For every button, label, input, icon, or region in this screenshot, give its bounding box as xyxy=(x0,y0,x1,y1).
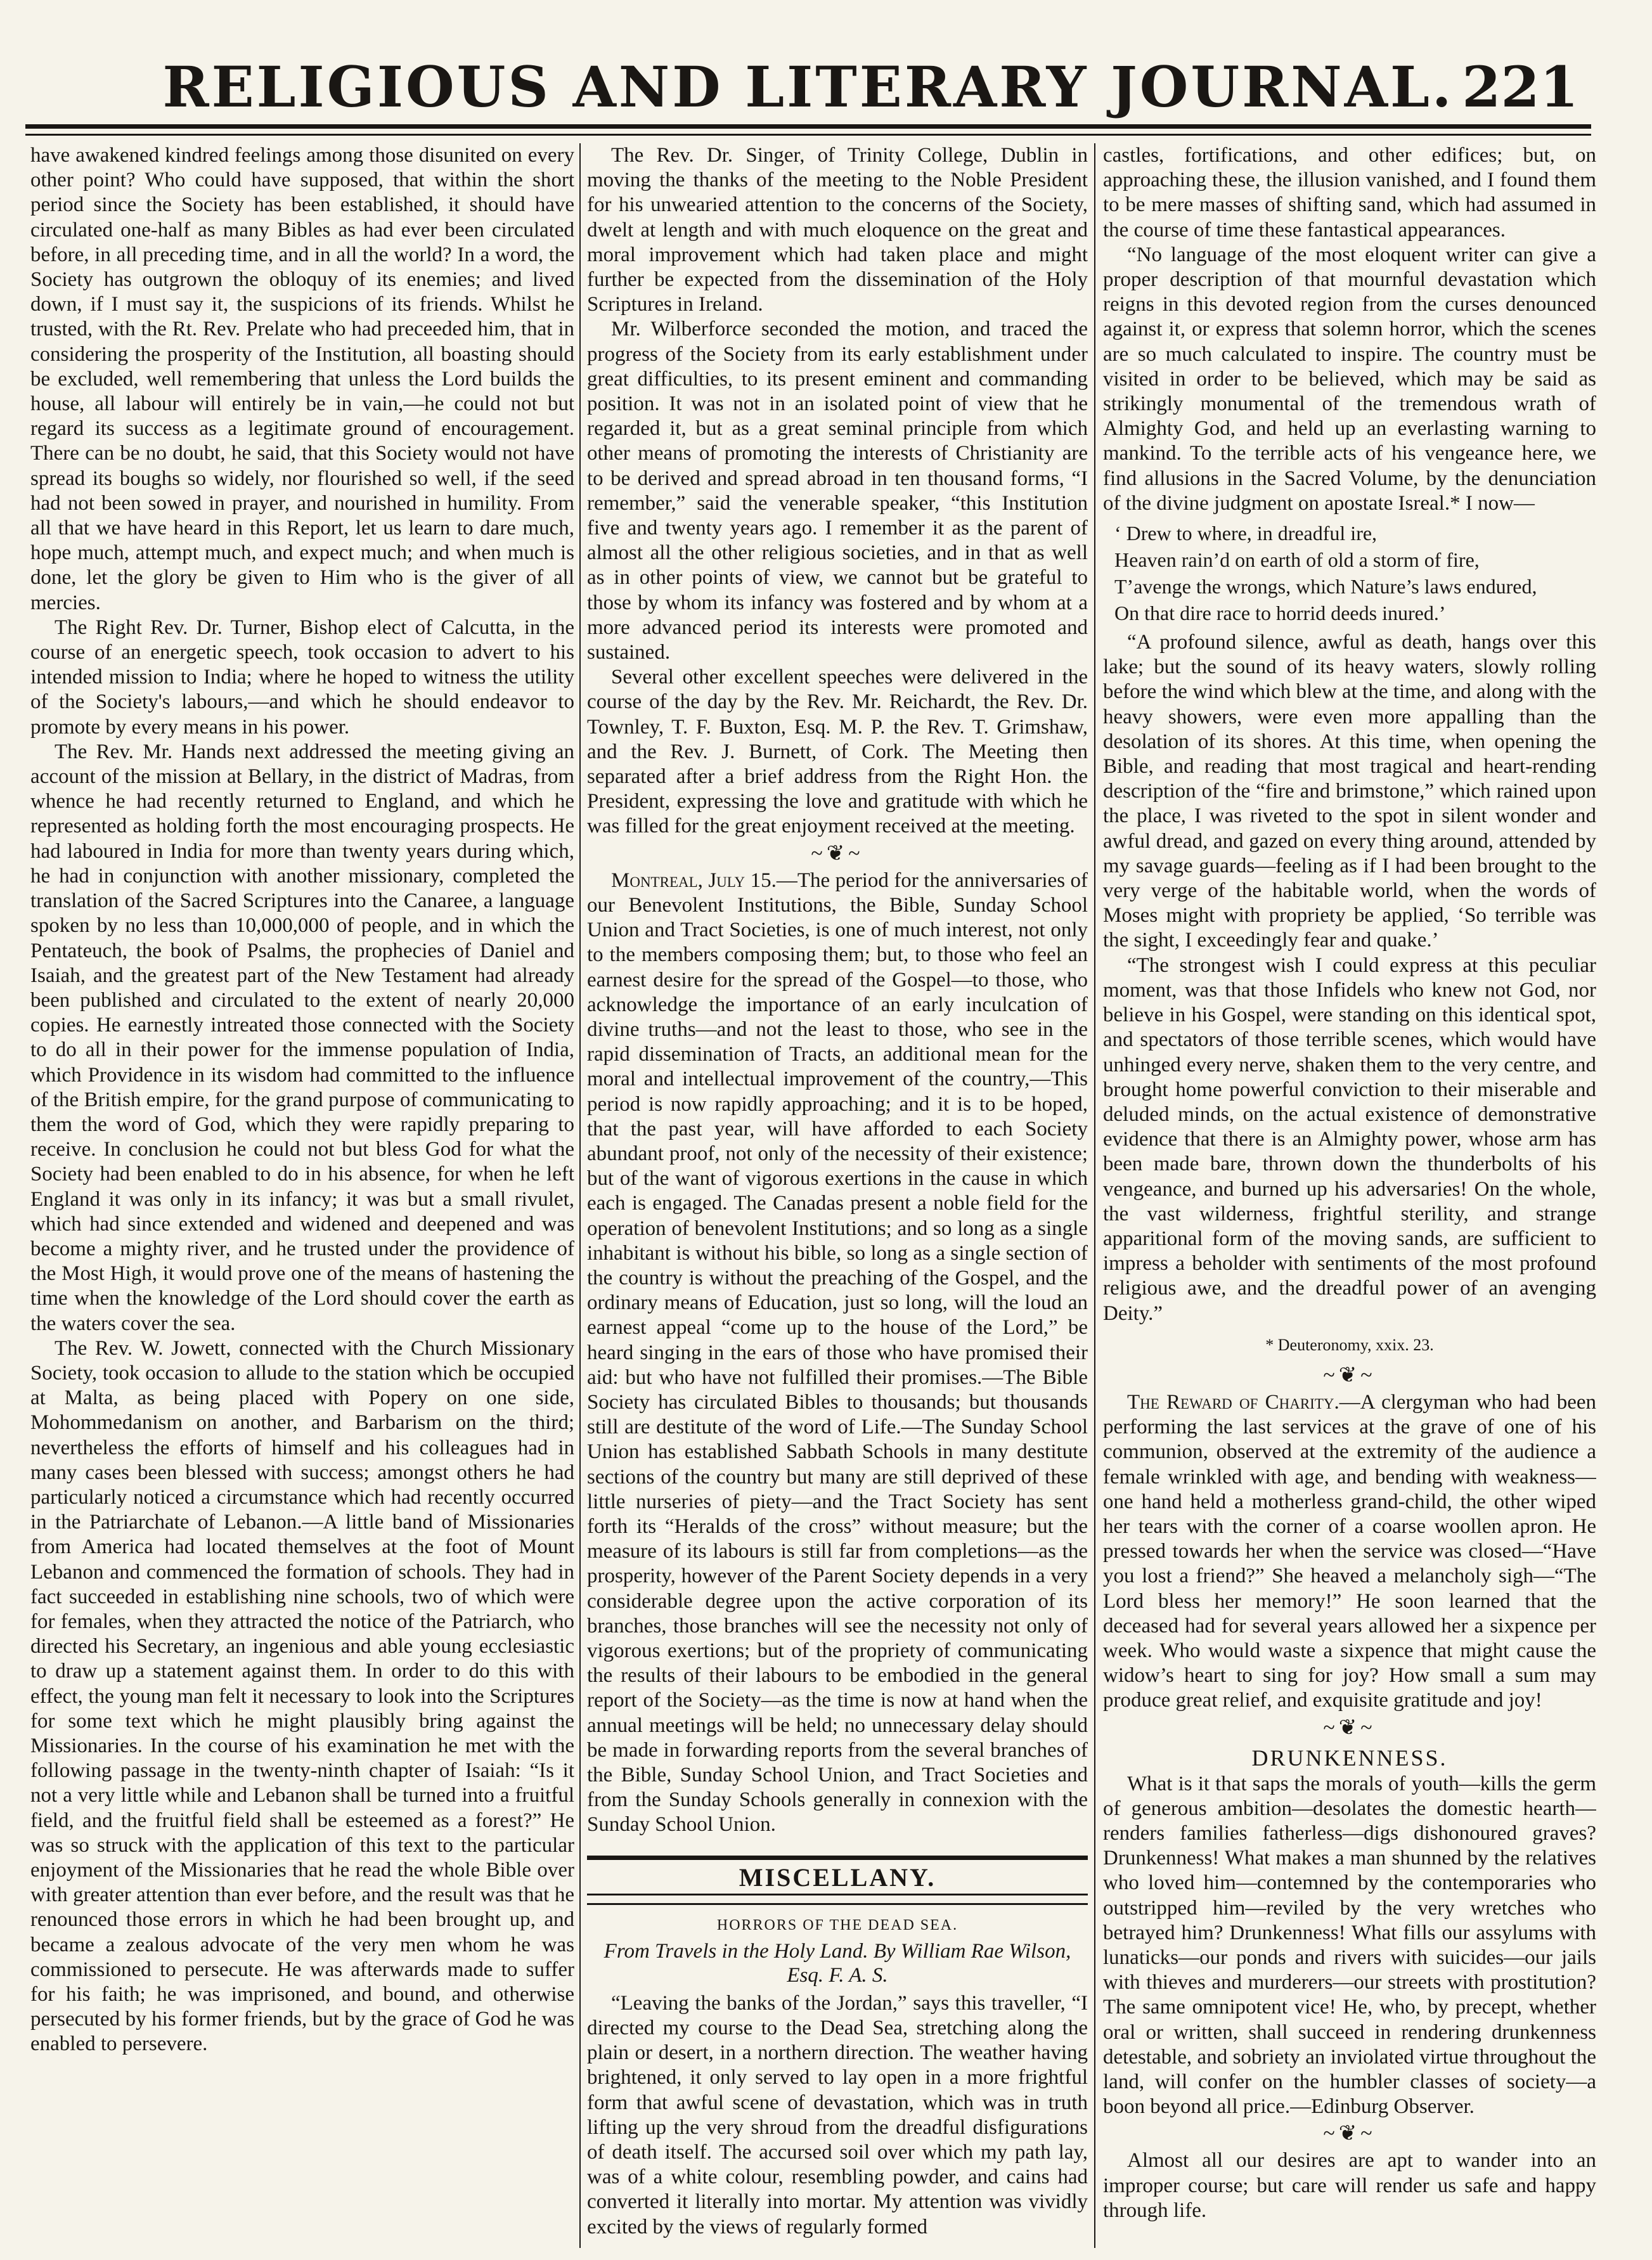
article-paragraph: The Rev. W. Jowett, connected with the Church Missionary Society, took occasion to allude to the station which be occupied at Malta, as being placed with Popery on one side, Mohommedanism on another, and Barbarism on the third; nevertheless the efforts of himself and his colleagues had in many cases been blessed with success; amongst others he had particularly noticed a circumstance which had recently occurred in the Patriarchate of Lebanon.—A little band of Missionaries from America had located themselves at the foot of Mount Lebanon and commenced the formation of schools. They had in fact succeeded in establishing nine schools, two of which were for females, when they attracted the notice of the Patriarch, who directed his Secretary, an ingenious and able young ecclesiastic to draw up a statement against them. In order to do this with effect, the young man felt it necessary to look into the Scriptures for some text which he might plausibly bring against the Missionaries. In the course of his examination he met with the following passage in the twenty-ninth chapter of Isaiah: “Is it not a very little while and Lebanon shall be turned into a fruitful field, and the fruitful field shall be esteemed as a forest?” He was so struck with the application of this text to the particular enjoyment of the Missionaries that he read the whole Bible over with greater attention than ever before, and the result was that he renounced those errors in which he had been brought up, and became a zealous advocate of the very men whom he was commissioned to persecute. He was afterwards made to suffer for his faith; he was imprisoned, and bound, and otherwise persecuted by his former friends, but by the grace of God he was enabled to persevere. xyxy=(30,1336,574,2056)
column-right xyxy=(1103,143,1596,2242)
montreal-paragraph xyxy=(587,868,1088,1838)
article-subtitle: HORRORS OF THE DEAD SEA. xyxy=(716,1916,958,1934)
journal-title: RELIGIOUS AND LITERARY JOURNAL. xyxy=(162,54,1454,120)
section-rule xyxy=(587,1903,1088,1905)
verse-quote xyxy=(1103,516,1596,630)
page-header xyxy=(25,52,1591,134)
article-paragraph: Almost all our desires are apt to wander into an improper course; but care will render us safe and happy through life. xyxy=(1103,2149,1596,2222)
verse-line: T’avenge the wrongs, which Nature’s laws endured, xyxy=(1114,575,1537,598)
verse-line: ‘ Drew to where, in dreadful ire, xyxy=(1114,522,1378,545)
article-paragraph: castles, fortifications, and other edifices; but, on approaching these, the illusion vanished, and I found them to be mere masses of shifting sand, which had assumed in the course of time these fantastical appearances. xyxy=(1103,144,1596,242)
article-paragraph: “Leaving the banks of the Jordan,” says this traveller, “I directed my course to the Dead Sea, stretching along the plain or desert, in a northern direction. The weather having brightened, it only served to lay open in a more frightful form that awful scene of devastation, which was in truth lifting up the very shroud from the dreadful disfigurations of death itself. The accursed soil over which my path lay, was of a white colour, resembling powder, and cains had converted it literally into mortar. My attention was vividly excited by the views of regularly formed xyxy=(587,1991,1088,2238)
article-paragraph: have awakened kindred feelings among those disunited on every other point? Who could have supposed, that within the short period since the Society has been established, it should have circulated one-half as many Bibles as had ever been circulated before, in all preceding time, and in all the world? In a word, the Society has outgrown the obloquy of its enemies; and lived down, if I must say it, the suspicions of its friends. Whilst he trusted, with the Rt. Rev. Prelate who had preceeded him, that in considering the prosperity of the Institution, all boasting should be excluded, well remembering that unless the Lord builds the house, all labour will entirely be in vain,—he could not but regard its success as a legitimate ground of encouragement. There can be no doubt, he said, that this Society would not have spread its boughs so widely, nor flourished so well, if the seed had not been sowed in prayer, and nourished in humility. From all that we have heard in this Report, let us learn to dare much, hope much, attempt much, and expect much; and when much is done, let the glory be given to Him who is the giver of all mercies. xyxy=(30,144,574,614)
article-lead: The Reward of Charity. xyxy=(1127,1390,1339,1414)
drunkenness-heading: DRUNKENNESS. xyxy=(1251,1745,1448,1771)
article-paragraph: What is it that saps the morals of youth—kills the germ of generous ambition—desolates the domestic hearth—renders families fatherless—digs dishonoured graves? Drunkenness! What makes a man shunned by the relatives who loved him—contemned by the contemporaries who outstripped him—reviled by the very wretches who betrayed him? Drunkenness! What fills our assylums with lunaticks—our ponds and rivers with suicides—our jails with thieves and murderers—our streets with prostitution? The same omnipotent vice! He, who, by precept, whether oral or written, shall succeed in rendering drunkenness detestable, and sobriety an inviolated virtue throughout the land, will confer on the humbler classes of society—a boon beyond all price.—Edinburg Observer. xyxy=(1103,1772,1596,2119)
column-divider xyxy=(579,143,581,2248)
article-source: From Travels in the Holy Land. By William Rae Wilson, Esq. F. A. S. xyxy=(603,1939,1071,1987)
article-paragraph: Several other excellent speeches were delivered in the course of the day by the Rev. Mr. Reichardt, the Rev. Dr. Townley, T. F. Buxton, Esq. M. P. the Rev. T. Grimshaw, and the Rev. J. Burnett, of Cork. The Meeting then separated after a brief address from the Right Hon. the President, expressing the love and gratitude with which he was filled for the great enjoyment received at the meeting. xyxy=(587,666,1088,838)
footnote: * Deuteronomy, xxix. 23. xyxy=(1265,1335,1434,1354)
article-paragraph: The Right Rev. Dr. Turner, Bishop elect of Calcutta, in the course of an energetic speech, took occasion to advert to his intended mission to India; where he hoped to witness the utility of the Society's labours,—and which he should endeavor to promote by every means in his power. xyxy=(30,616,574,739)
article-paragraph: The Rev. Mr. Hands next addressed the meeting giving an account of the mission at Bellary, in the district of Madras, from whence he had recently returned to England, and which he represented as holding forth the most encouraging prospects. He had laboured in India for more than twenty years during which, he had in conjunction with another missionary, completed the translation of the Sacred Scriptures into the Canaree, a language spoken by no less than 10,000,000 of people, and in which the Pentateuch, the book of Psalms, the prophecies of Daniel and Isaiah, and the greatest part of the New Testament had already been published and circulated to the extent of nearly 20,000 copies. He earnestly intreated those connected with the Society to do all in their power for the immense population of India, which Providence in its wisdom had committed to the influence of the British empire, for the grand purpose of communicating to them the word of God, which they were rapidly preparing to receive. In conclusion he could not but bless God for what the Society had been enabled to do in his absence, for when he left England it was only in its infancy; it was but a small rivulet, which had since extended and widened and deepened and was become a mighty river, and he trusted under the providence of the Most High, it would prove one of the means of hastening the time when the knowledge of the Lord should cover the earth as the waters cover the sea. xyxy=(30,740,574,1335)
ornament-divider: ~❦~ xyxy=(811,841,864,865)
dateline: Montreal, July 15. xyxy=(611,868,777,892)
ornament-divider: ~❦~ xyxy=(1323,1715,1376,1740)
ornament-divider: ~❦~ xyxy=(1323,2122,1376,2146)
verse-line: On that dire race to horrid deeds inured.’ xyxy=(1114,602,1446,625)
article-paragraph: The Rev. Dr. Singer, of Trinity College, Dublin in moving the thanks of the meeting to the Noble President for his unwearied attention to the concerns of the Society, dwelt at length and with much eloquence on the great and moral improvement which had taken place and might further be expected from the dissemination of the Holy Scriptures in Ireland. xyxy=(587,144,1088,316)
article-paragraph: “A profound silence, awful as death, hangs over this lake; but the sound of its heavy waters, slowly rolling before the wind which blew at the time, and along with the heavy showers, were even more appalling than the desolation of its shores. At this time, when opening the Bible, and reading that most tragical and heart-rending description of the “fire and brimstone,” which rained upon the place, I was riveted to the spot in silent wonder and awful dread, and gazed on every thing around, attended by my savage guards—feeling as if I had been brought to the very verge of the habitable world, when the words of Moses might with propriety be applied, ‘So terrible was the sight, I exceedingly fear and quake.’ xyxy=(1103,631,1596,952)
article-paragraph: “The strongest wish I could express at this peculiar moment, was that those Infidels who knew not God, nor believe in his Gospel, were standing on this identical spot, and spectators of those terrible scenes, which would have unhinged every nerve, shaken them to the very centre, and brought home powerful conviction to their miserable and deluded minds, on the actual existence of demonstrative evidence that there is an Almighty power, whose arm has been made bare, thrown down the thunderbolts of his vengeance, and burned up his adversaries! On the whole, the vast wilderness, frightful sterility, and strange apparitional form of the moving sands, are sufficient to impress a beholder with sentiments of the most profound religious awe, and the dreadful power of an avenging Deity.” xyxy=(1103,953,1596,1325)
column-divider xyxy=(1094,143,1095,2248)
ornament-divider: ~❦~ xyxy=(1323,1363,1376,1387)
paragraph-body: —The period for the anniversaries of our Benevolent Institutions, the Bible, Sunday School Union and Tract Societies, is one of much interest, not only to the members composing them; but, to those who feel an earnest desire for the spread of the Gospel—to those, who acknowledge the importance of an early inculcation of divine truths—and not the least to those, who see in the rapid dissemination of Tracts, an additional mean for the moral and intellectual improvement of the country,—This period is now rapidly approaching; and it is to be hoped, that the past year, will have afforded to each Society abundant proof, not only of the necessity of their existence; but of the want of vigorous exertions in the cause in which each is engaged. The Canadas present a noble field for the operation of benevolent Institutions; and so long as a single inhabitant is without his bible, so long as a single section of the country is without the preaching of the Gospel, and the ordinary means of Education, just so long, will the loud an earnest appeal “come up to the house of the Lord,” be heard singing in the ears of those who have promised their aid: but who have not fulfilled their promises.—The Bible Society has circulated Bibles to thousands; but thousands still are destitute of the word of Life.—The Sunday School Union has established Sabbath Schools in many destitute sections of the country but many are still deprived of these little nurseries of piety—and the Tract Society has sent forth its “Heralds of the cross” without measure; but the measure of its labours is still far from completions—as the prosperity, however of the Parent Society depends in a very considerable degree upon the active corporation of its branches, those branches will see the necessity not only of vigorous exertions; but of the propriety of communicating the results of their labours to be embodied in the general report of the Society—as the time is now at hand when the annual meetings will be held; no unnecessary delay should be made in forwarding reports from the several branches of the Bible, Sunday School Union, and Tract Societies and from the Sunday Schools generally in connexion with the Sunday School Union. xyxy=(587,868,1088,1837)
article-paragraph: “No language of the most eloquent writer can give a proper description of that mournful devastation which reigns in this devoted region from the curses denounced against it, or express that solemn horror, which the scenes are so much calculated to inspire. The country must be visited in order to be believed, which may be said as strikingly monumental of the tremendous wrath of Almighty God, and held up an everlasting warning to mankind. To the terrible acts of his vengeance here, we find allusions in the Sacred Volume, by the denunciation of the divine judgment on apostate Isreal.* I now— xyxy=(1103,243,1596,515)
charity-paragraph xyxy=(1103,1390,1596,1714)
paragraph-body: —A clergyman who had been performing the last services at the grave of one of his communion, observed at the extremity of the audience a female wrinkled with age, and bending with weakness—one hand held a motherless grand-child, the other wiped her tears with the corner of a coarse woollen apron. He pressed towards her when the service was closed—“Have you lost a friend?” She heaved a melancholy sigh—“The Lord bless her memory!” He soon learned that the deceased had for several years allowed her a sixpence per week. Who would waste a sixpence that might cause the widow’s heart to sing for joy? How small a sum may produce great relief, and exquisite gratitude and joy! xyxy=(1103,1390,1596,1712)
page-number: 221 xyxy=(1462,54,1578,120)
verse-line: Heaven rain’d on earth of old a storm of fire, xyxy=(1114,548,1480,572)
miscellany-heading: MISCELLANY. xyxy=(587,1856,1088,1895)
column-middle xyxy=(587,143,1088,2242)
column-left xyxy=(30,143,574,2242)
article-paragraph: Mr. Wilberforce seconded the motion, and traced the progress of the Society from its early establishment under great difficulties, to its present eminent and commanding position. It was not in an isolated point of view that he regarded it, but as a great seminal principle from which other means of promoting the interests of Christianity are to be derived and spread abroad in ten thousand forms, “I remember,” said the venerable speaker, “this Institution five and twenty years ago. I remember it as the parent of almost all the other religious societies, and in that as well as in other points of view, we cannot but be grateful to those by whom its infancy was fostered and by whom at a more advanced period its interests were promoted and sustained. xyxy=(587,318,1088,664)
header-rule xyxy=(25,124,1591,136)
